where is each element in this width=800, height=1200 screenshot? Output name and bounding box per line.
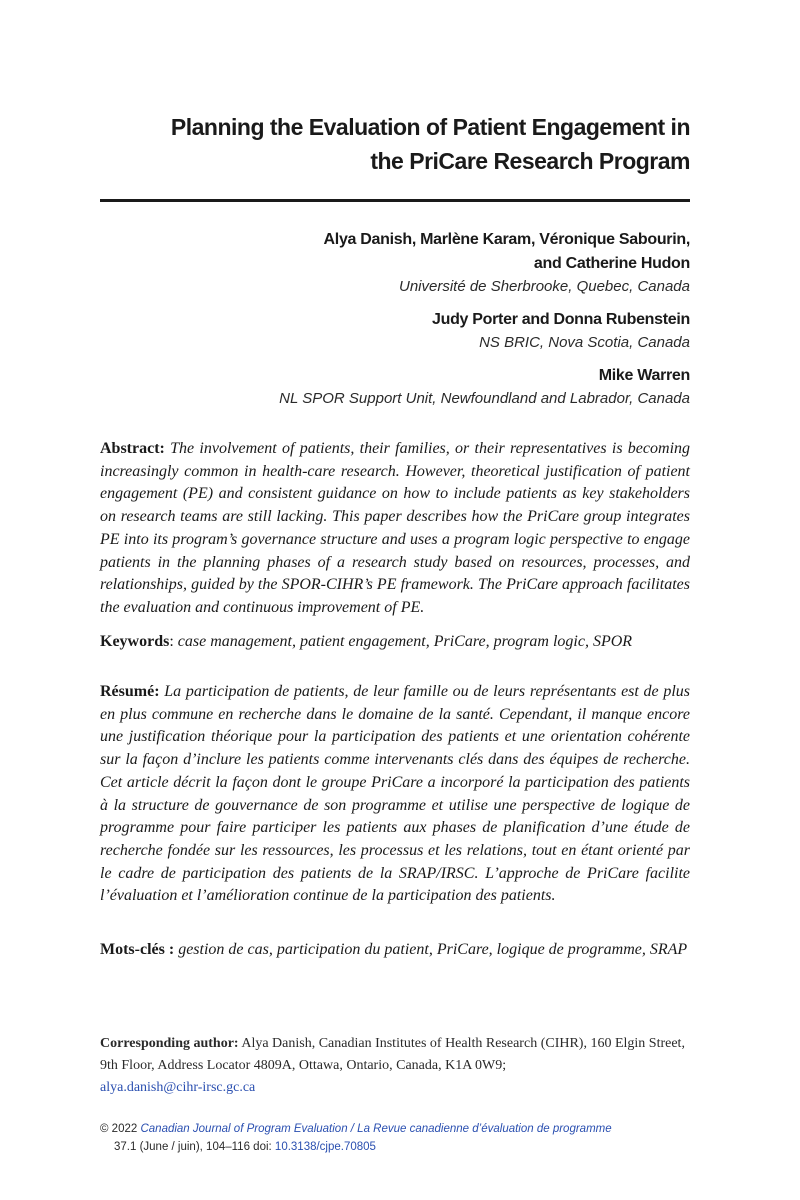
footer-line-1 [100, 1120, 700, 1138]
resume [100, 681, 690, 908]
abstract-text: The involvement of patients, their families, or their representatives is becoming increasingly common in health-care research. However, theoretical justification of patient engagement (PE) and consistent guidance on how to include patients as key stakeholders on research teams are still lacking. This paper describes how the PriCare group integrates PE into its program’s governance structure and uses a program logic perspective to engage patients in the planning phases of a research study based on resources, processes, and relationships, guided by the SPOR-CIHR’s PE framework. The PriCare approach facilitates the evaluation and continuous improvement of PE. [100, 440, 691, 616]
author-affiliation: Université de Sherbrooke, Quebec, Canada [398, 278, 690, 295]
corresponding-text: Alya Danish, Canadian Institutes of Health Research (CIHR), 160 Elgin Street, 9th Floor, Address Locator 4809A, Ottawa, Ontario, Canada, K1A 0W9; [100, 1036, 685, 1073]
author-list [100, 228, 690, 420]
abstract-label: Abstract: [100, 440, 165, 457]
corresponding-label: Corresponding author: [100, 1036, 239, 1051]
abstract [100, 438, 690, 620]
author-group-3 [100, 364, 690, 410]
author-names: Judy Porter and Donna Rubenstein [432, 311, 690, 328]
journal-footer [100, 1120, 700, 1156]
corresponding-author [100, 1033, 690, 1099]
title-line-2: the PriCare Research Program [370, 148, 690, 174]
author-names: Mike Warren [598, 367, 690, 384]
journal-link[interactable]: Canadian Journal of Program Evaluation / La Revue canadienne d’évaluation de programme [140, 1123, 612, 1135]
doi-link[interactable]: 10.3138/cjpe.70805 [274, 1141, 376, 1153]
footer-line-2 [100, 1138, 700, 1156]
corresponding-email-link[interactable]: alya.danish@cihr-irsc.gc.ca [100, 1080, 256, 1095]
doi-label: doi: [253, 1141, 272, 1153]
resume-label: Résumé: [100, 683, 160, 700]
author-names: Alya Danish, Marlène Karam, Véronique Sabourin, [323, 231, 690, 248]
keywords-label: Keywords [100, 633, 170, 650]
issue-info: 37.1 (June / juin), 104–116 [114, 1141, 250, 1153]
resume-text: La participation de patients, de leur famille ou de leurs représentants est de plus en plus commune en recherche dans le domaine de la santé. Cependant, il manque encore une justification théorique pour la participation des patients et une orientation cohérente sur la façon d’inclure les patients comme intervenants clés dans des équipes de recherche. Cet article décrit la façon dont le groupe PriCare a incorporé la participation des patients à la structure de gouvernance de son programme et utilise une perspective de logique de programme pour faire participer les patients aux phases de planification d’une étude de recherche fondée sur les ressources, les processus et les relations, tout en étant orienté par le cadre de participation des patients de la SRAP/IRSC. L’approche de PriCare facilite l’évaluation et l’amélioration continue de la participation des patients. [100, 683, 691, 905]
keywords: Keywords: case management, patient engagement, PriCare, program logic, SPOR [100, 633, 633, 650]
author-affiliation: NL SPOR Support Unit, Newfoundland and Labrador, Canada [279, 390, 690, 407]
author-group-2 [100, 308, 690, 354]
copyright: © 2022 [100, 1123, 138, 1135]
author-group-1 [100, 228, 690, 298]
author-affiliation: NS BRIC, Nova Scotia, Canada [479, 334, 690, 351]
keywords-text: case management, patient engagement, PriCare, program logic, SPOR [177, 633, 633, 650]
mots-cles-label: Mots-clés : [100, 941, 175, 958]
title-divider [100, 199, 690, 202]
author-names: and Catherine Hudon [533, 255, 690, 272]
mots-cles-text: gestion de cas, participation du patient, PriCare, logique de programme, SRAP [178, 941, 688, 958]
title-line-1: Planning the Evaluation of Patient Engagement in [170, 114, 690, 140]
mots-cles [100, 939, 690, 962]
article-title [100, 110, 690, 178]
